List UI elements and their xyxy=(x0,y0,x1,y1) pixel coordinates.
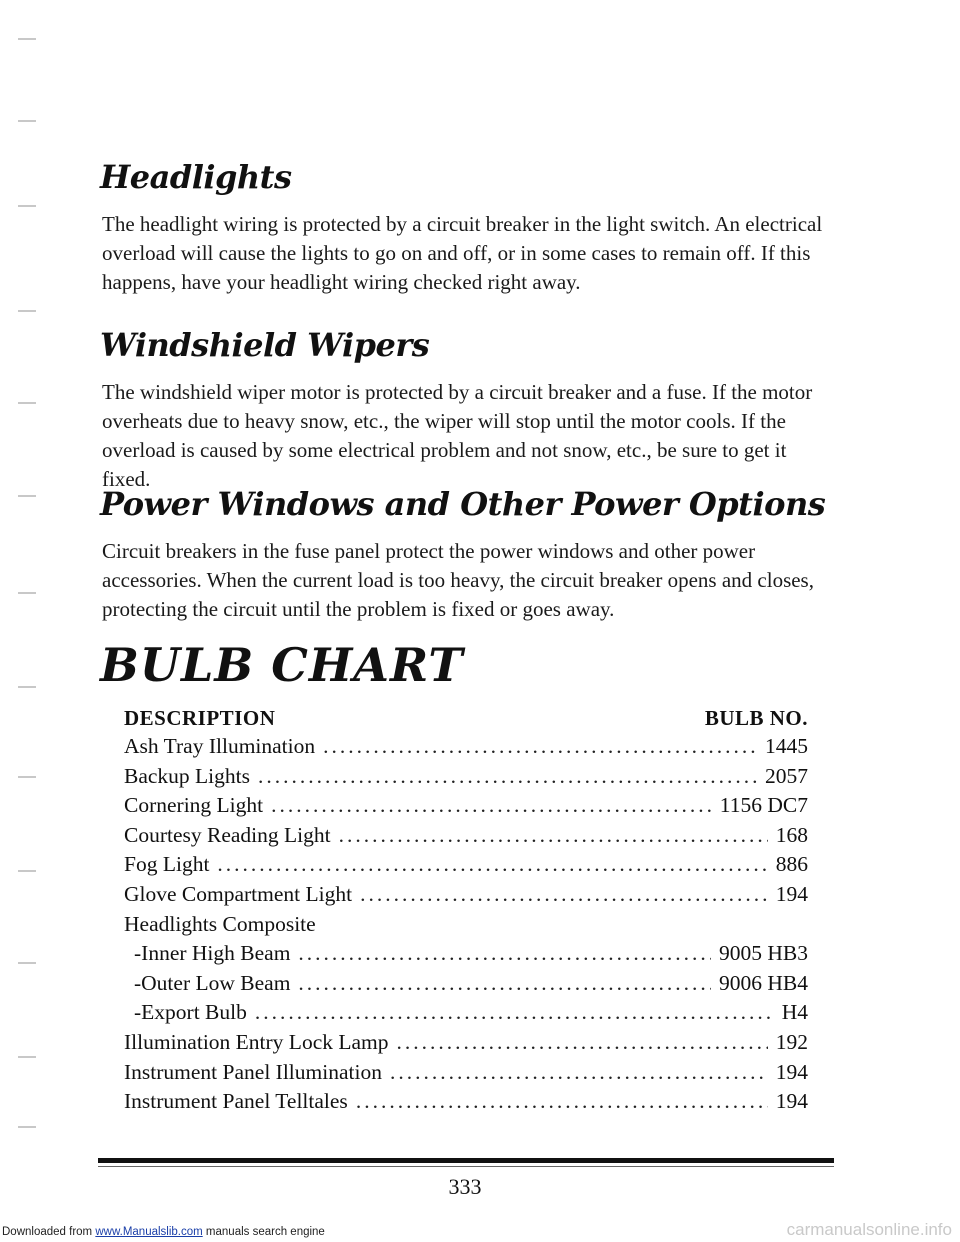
margin-tick xyxy=(18,38,36,40)
bulb-description: Fog Light xyxy=(124,852,210,877)
bulb-description: Courtesy Reading Light xyxy=(124,822,331,847)
watermark: carmanualsonline.info xyxy=(786,1220,952,1239)
dot-leader xyxy=(271,793,712,818)
margin-tick xyxy=(18,776,36,778)
table-row xyxy=(124,1089,808,1119)
table-row xyxy=(124,1030,808,1060)
bulb-description: Glove Compartment Light xyxy=(124,881,353,906)
margin-tick xyxy=(18,962,36,964)
margin-tick xyxy=(18,1126,36,1128)
bulb-number: 9006 HB4 xyxy=(719,970,808,995)
bulb-description: Ash Tray Illumination xyxy=(124,734,316,758)
bulb-number: 886 xyxy=(775,852,808,877)
bulb-chart-header xyxy=(124,706,808,731)
bulb-number: 168 xyxy=(775,822,808,847)
bulb-number: 194 xyxy=(775,1089,808,1114)
bulb-number: 1156 DC7 xyxy=(719,793,808,818)
dot-leader xyxy=(339,823,768,848)
bulb-description: Cornering Light xyxy=(124,793,264,818)
table-row xyxy=(124,823,808,853)
column-header-description: DESCRIPTION xyxy=(124,706,276,730)
footer-prefix: Downloaded from xyxy=(2,1226,93,1238)
section-title: Power Windows and Other Power Options xyxy=(100,485,826,523)
table-row xyxy=(124,882,808,912)
section-body: Circuit breakers in the fuse panel protect the power windows and other power accessories. When the current load is too heavy, the circuit breaker opens and closes, protecting the circuit until the problem is fixed or goes away. xyxy=(102,539,814,621)
bulb-description: Backup Lights xyxy=(124,763,250,788)
table-row xyxy=(124,1000,808,1030)
table-row-group-heading xyxy=(124,912,808,942)
dot-leader xyxy=(356,1089,768,1114)
section-power-windows xyxy=(100,485,830,624)
table-row xyxy=(124,852,808,882)
bulb-description: Instrument Panel Illumination xyxy=(124,1059,382,1084)
bulb-number: 9005 HB3 xyxy=(719,941,808,966)
section-title: Windshield Wipers xyxy=(100,326,430,364)
table-row xyxy=(124,941,808,971)
bulb-number: 1445 xyxy=(765,734,808,758)
dot-leader xyxy=(360,882,768,907)
bulb-description: Headlights Composite xyxy=(124,911,316,936)
table-row xyxy=(124,971,808,1001)
table-row xyxy=(124,734,808,764)
margin-tick xyxy=(18,120,36,122)
section-body: The windshield wiper motor is protected by a circuit breaker and a fuse. If the motor overheats due to heavy snow, etc., the wiper will stop until the motor cools. If the overload is caused by some electrical problem and not snow, etc., be sure to get it fixed. xyxy=(102,380,813,491)
bulb-description: Illumination Entry Lock Lamp xyxy=(124,1029,389,1054)
section-windshield-wipers xyxy=(100,326,830,494)
dot-leader xyxy=(255,1000,774,1025)
section-title: Headlights xyxy=(100,158,292,196)
footer-rule xyxy=(98,1158,834,1163)
margin-tick xyxy=(18,310,36,312)
section-body: The headlight wiring is protected by a circuit breaker in the light switch. An electrical overload will cause the lights to go on and off, or in some cases to remain off. If this happens, have your headlight wiring checked right away. xyxy=(102,212,823,294)
bulb-chart-list xyxy=(124,734,808,1119)
bulb-number: 2057 xyxy=(765,763,808,788)
dot-leader xyxy=(298,941,711,966)
margin-tick xyxy=(18,205,36,207)
margin-tick xyxy=(18,402,36,404)
margin-tick xyxy=(18,1056,36,1058)
footer-suffix: manuals search engine xyxy=(205,1226,325,1238)
bulb-description: Instrument Panel Telltales xyxy=(124,1089,348,1114)
bulb-number: 194 xyxy=(775,881,808,906)
dot-leader xyxy=(217,852,767,877)
manualslib-link[interactable]: www.Manualslib.com xyxy=(95,1226,203,1238)
column-header-bulb-no: BULB NO. xyxy=(704,706,808,730)
download-footer xyxy=(2,1226,325,1238)
table-row xyxy=(124,793,808,823)
dot-leader xyxy=(390,1060,768,1085)
dot-leader xyxy=(298,971,711,996)
margin-tick xyxy=(18,495,36,497)
bulb-description: -Export Bulb xyxy=(134,1000,247,1025)
bulb-number: 194 xyxy=(775,1059,808,1084)
table-row xyxy=(124,764,808,794)
margin-tick xyxy=(18,592,36,594)
margin-tick xyxy=(18,870,36,872)
dot-leader xyxy=(397,1030,768,1055)
bulb-number: 192 xyxy=(775,1029,808,1054)
dot-leader xyxy=(323,734,757,759)
bulb-description: -Inner High Beam xyxy=(134,941,291,966)
bulb-chart-title: BULB CHART xyxy=(100,638,464,692)
bulb-number: H4 xyxy=(781,1000,808,1025)
dot-leader xyxy=(258,764,757,789)
margin-tick xyxy=(18,686,36,688)
footer-rule-thin xyxy=(98,1166,834,1167)
bulb-description: -Outer Low Beam xyxy=(134,970,291,995)
table-row xyxy=(124,1060,808,1090)
page-number: 333 xyxy=(448,1174,482,1199)
section-headlights xyxy=(100,158,830,297)
